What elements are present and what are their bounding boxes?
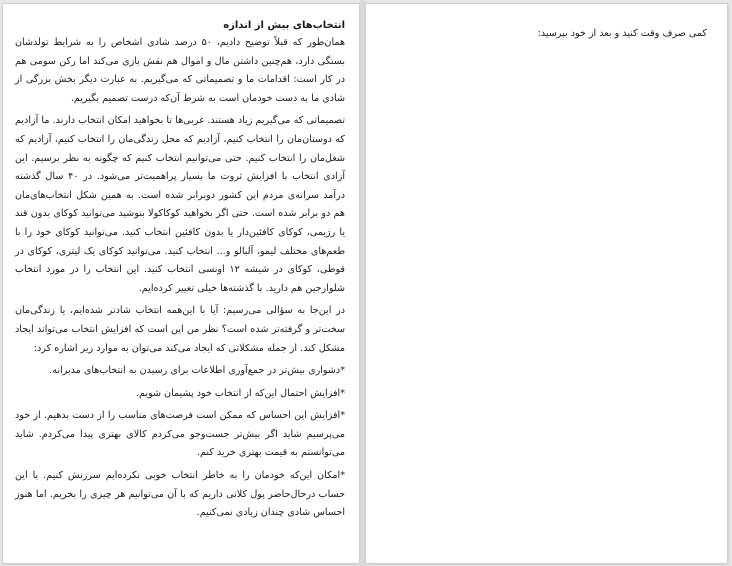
list-item: *افزایش احتمال این‌که از انتخاب خود پشیمان شویم.: [135, 387, 345, 399]
paragraph: همان‌طور که قبلاً توضیح دادیم، ۵۰ درصد شادی اشخاص را به شرایط تولدشان بستگی دارد، هم‌چنین داشتن مال و اموال هم نقش بازی می‌کند اما رکن سومی هم در کار است: اقدامات ما و تصمیماتی که می‌گیریم. به عبارت دیگر بخش بزرگی از شادی ما به دست خودمان است به شرط آن‌که درست تصمیم بگیریم.: [15, 37, 346, 104]
paragraph: تصمیماتی که می‌گیریم زیاد هستند. غربی‌ها تا بخواهید امکان انتخاب دارند. ما آزادیم که دوستان‌مان را انتخاب کنیم، آزادیم که محل زندگی‌مان را انتخاب کنیم، آزادیم که شغل‌مان را انتخاب کنیم. حتی می‌توانیم انتخاب کنیم که چگونه به نظر برسیم. این آزادی انتخاب با افزایش ثروت ما بسیار پراهمیت‌تر می‌شود. در ۴۰ سال گذشته درآمد سرانه‌ی مردم این کشور دوبرابر شده است. به همین شکل انتخاب‌های‌مان هم دو برابر شده است. حتی اگر بخواهید کوکاکولا بنوشید می‌توانید کوکای بدون قند یا رژیمی، کوکای کافئین‌دار یا بدون کافئین انتخاب کنید. می‌توانید کوکای خود را با طعم‌های مختلف لیمو، آلبالو و... انتخاب کنید. می‌توانید کوکای یک لیتری، کوکای در قوطی، کوکای در شیشه ۱۲ اونسی انتخاب کنید. این انتخاب را در مورد انتخاب شلوارجین هم دارید. با گذشته‌ها خیلی تغییر کرده‌ایم.: [15, 115, 345, 294]
right-page-prompt: کمی صرف وقت کنید و بعد از خود بپرسید:: [537, 28, 707, 39]
list-item: *افزایش این احساس که ممکن است فرصت‌های مناسب را از دست بدهیم. از خود می‌پرسیم شاید اگر بیش‌تر جست‌وجو می‌کردم کالای بهتری پیدا می‌کردم. شاید می‌توانستم به قیمت بهتری خرید کنم.: [15, 410, 345, 459]
section-heading: انتخاب‌های بیش از اندازه: [223, 20, 345, 31]
list-item: *امکان این‌که خودمان را به خاطر انتخاب خوبی نکرده‌ایم سرزنش کنیم. با این حساب درحال‌حاضر پول کلانی داریم که با آن می‌توانیم هر چیزی را بخریم. اما هنوز احساس شادی چندان زیادی نمی‌کنیم.: [15, 470, 345, 519]
left-page-text: [15, 18, 345, 527]
right-page: [366, 4, 727, 563]
paragraph: در این‌جا به سؤالی می‌رسیم: آیا با این‌همه انتخاب شادتر شده‌ایم، یا زندگی‌مان سخت‌تر و گرفته‌تر شده است؟ نظر من این است که افزایش انتخاب می‌تواند ایجاد مشکل کند. از جمله مشکلاتی که ایجاد می‌کند می‌توان به موارد زیر اشاره کرد:: [15, 305, 345, 354]
list-item: *دشواری بیش‌تر در جمع‌آوری اطلاعات برای رسیدن به انتخاب‌های مدبرانه.: [49, 365, 345, 377]
left-page: [3, 4, 359, 563]
page-gutter: [360, 0, 365, 566]
